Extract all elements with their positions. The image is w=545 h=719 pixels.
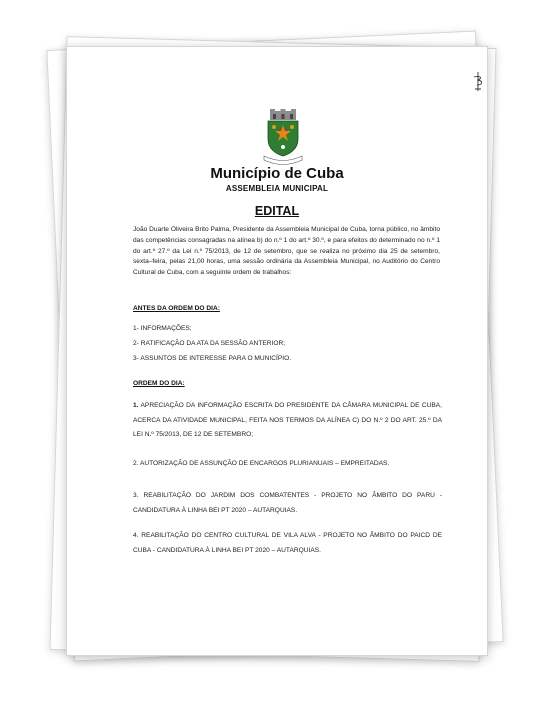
agenda-item-text: APRECIAÇÃO DA INFORMAÇÃO ESCRITA DO PRESIDENTE DA CÂMARA MUNICIPAL DE CUBA, ACERCA DA ATIVIDADE MUNICIPAL, FEITA NOS TERMOS DA ALÍNEA C) DO N.º 2 DO ART. 25.º DA LEI N.º 75/2013, DE 12 DE SETEMBRO; <box>133 402 442 438</box>
municipality-title: Município de Cuba <box>210 165 344 182</box>
agenda-item-1 <box>133 399 442 443</box>
agenda-item-3 <box>133 489 442 518</box>
before-agenda-item: 2- RATIFICAÇÃO DA ATA DA SESSÃO ANTERIOR; <box>133 340 286 347</box>
agenda-heading: ORDEM DO DIA: <box>133 380 185 387</box>
intro-paragraph: João Duarte Oliveira Brito Palma, Presidente da Assembleia Municipal de Cuba, torna público, no âmbito das competências consagradas na alínea b) do n.º 1 do art.º 30.º, e para efeitos do determinado no n.º 1 do art.º 27.º da Lei n.º 75/2013, de 12 de setembro, que se realiza no próximo dia 25 de setembro, sexta–feira, pelas 21,00 horas, uma sessão ordinária da Assembleia Municipal, no Auditório do Centro Cultural de Cuba, com a seguinte ordem de trabalhos: <box>133 226 440 277</box>
agenda-item-text: AUTORIZAÇÃO DE ASSUNÇÃO DE ENCARGOS PLURIANUAIS – EMPREITADAS. <box>139 460 390 467</box>
agenda-item-text: REABILITAÇÃO DO CENTRO CULTURAL DE VILA ALVA - PROJETO NO ÂMBITO DO PAICD DE CUBA - CANDIDATURA À LINHA BEI PT 2020 – AUTARQUIAS. <box>133 532 442 554</box>
agenda-item-4 <box>133 529 442 558</box>
agenda-item-number: 4. <box>133 532 139 539</box>
before-agenda-item: 1- INFORMAÇÕES; <box>133 325 192 332</box>
agenda-item-number: 2. <box>133 460 139 467</box>
before-agenda-heading: ANTES DA ORDEM DO DIA: <box>133 305 220 312</box>
document-page <box>66 46 488 656</box>
agenda-item-text: REABILITAÇÃO DO JARDIM DOS COMBATENTES - PROJETO NO ÂMBITO DO PARU - CANDIDATURA À LINHA BEI PT 2020 – AUTARQUIAS. <box>133 492 442 514</box>
assembly-subtitle: ASSEMBLEIA MUNICIPAL <box>225 184 329 193</box>
coat-of-arms-icon <box>259 109 307 165</box>
agenda-item-number: 3. <box>133 492 139 499</box>
handwritten-initials-icon <box>471 71 485 93</box>
document-heading: EDITAL <box>254 204 300 218</box>
agenda-item-2 <box>133 459 442 470</box>
before-agenda-item: 3- ASSUNTOS DE INTERESSE PARA O MUNICÍPIO. <box>133 355 292 362</box>
agenda-item-number: 1. <box>133 402 139 409</box>
